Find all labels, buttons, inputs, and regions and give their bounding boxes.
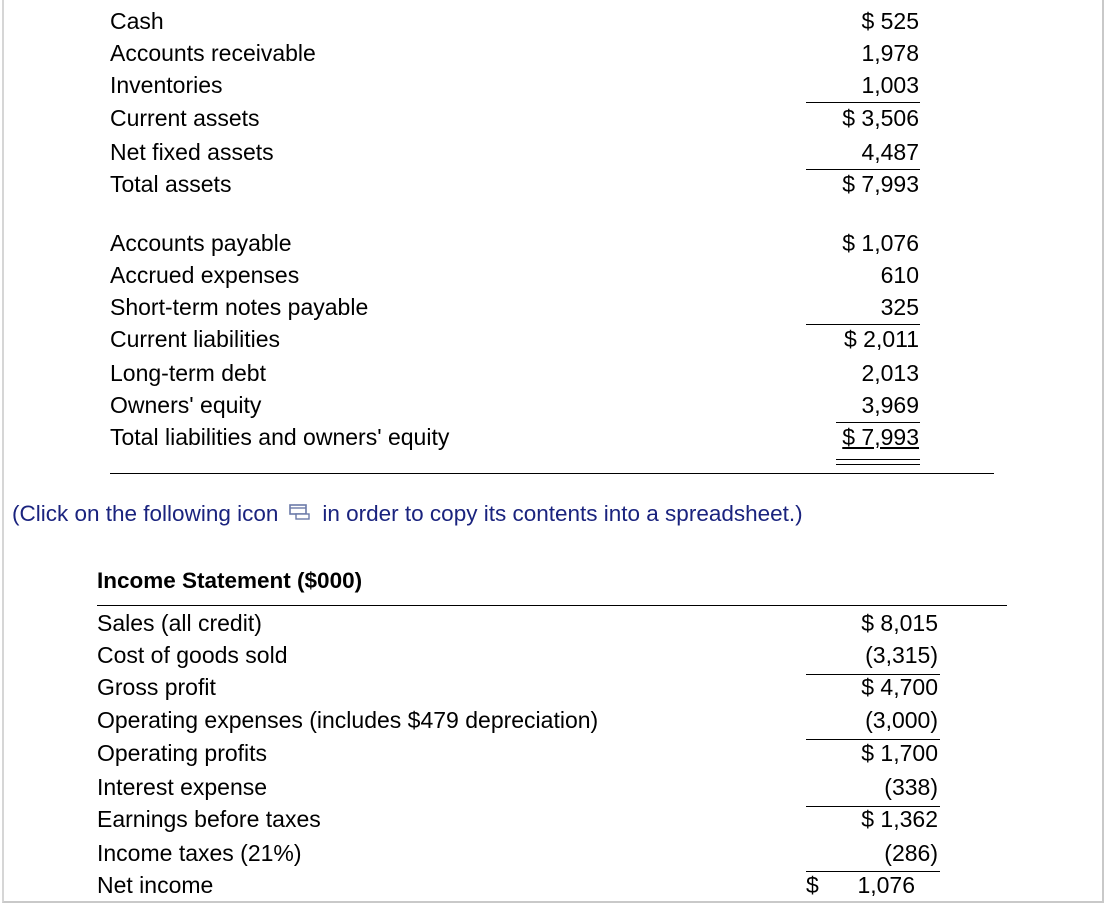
asset-label: Cash <box>110 8 164 34</box>
liability-label: Short-term notes payable <box>110 294 369 320</box>
asset-value: $ 525 <box>861 8 919 34</box>
income-row-currency: $ <box>806 872 819 898</box>
asset-value: 1,003 <box>861 72 919 98</box>
income-row-value: $ 1,700 <box>861 740 938 766</box>
income-row-value: 1,076 <box>857 872 915 898</box>
income-row-label: Sales (all credit) <box>97 610 262 636</box>
subtotal-rule <box>806 324 920 325</box>
subtotal-rule <box>806 169 920 170</box>
income-row-label: Operating expenses (includes $479 depreciation) <box>97 707 599 733</box>
liability-label: Current liabilities <box>110 326 281 352</box>
income-row-value: (3,315) <box>865 642 938 668</box>
income-row-label: Operating profits <box>97 740 268 766</box>
content-frame <box>2 0 1104 903</box>
income-row-value: (286) <box>884 840 938 866</box>
asset-label: Accounts receivable <box>110 40 316 66</box>
liability-label: Total liabilities and owners' equity <box>110 424 450 450</box>
income-row-label: Gross profit <box>97 674 216 700</box>
header-rule <box>97 605 1007 606</box>
subtotal-rule <box>806 102 920 103</box>
income-row-value: $ 1,362 <box>861 806 938 832</box>
asset-value: $ 7,993 <box>842 171 919 197</box>
income-row-label: Net income <box>97 872 214 898</box>
asset-label: Inventories <box>110 72 223 98</box>
subtotal-rule <box>836 422 920 423</box>
liability-label: Owners' equity <box>110 392 262 418</box>
income-row-value: (338) <box>884 774 938 800</box>
liability-value: 3,969 <box>861 392 919 418</box>
double-rule <box>836 459 920 460</box>
income-row-label: Cost of goods sold <box>97 642 288 668</box>
asset-value: 4,487 <box>861 139 919 165</box>
liability-value: 2,013 <box>861 360 919 386</box>
liability-value: $ 7,993 <box>842 424 919 450</box>
income-statement-title: Income Statement ($000) <box>97 568 363 593</box>
liability-label: Long-term debt <box>110 360 266 386</box>
liability-value: $ 1,076 <box>842 230 919 256</box>
asset-label: Net fixed assets <box>110 139 274 165</box>
liability-value: 325 <box>880 294 919 320</box>
income-row-value: $ 8,015 <box>861 610 938 636</box>
income-row-label: Interest expense <box>97 774 268 800</box>
income-row-label: Income taxes (21%) <box>97 840 302 866</box>
asset-label: Current assets <box>110 105 260 131</box>
double-rule <box>836 464 920 465</box>
asset-label: Total assets <box>110 171 232 197</box>
liability-value: 610 <box>880 262 919 288</box>
liability-label: Accrued expenses <box>110 262 300 288</box>
income-row-value: $ 4,700 <box>861 674 938 700</box>
liability-label: Accounts payable <box>110 230 292 256</box>
income-row-value: (3,000) <box>865 707 938 733</box>
copy-instruction-before: (Click on the following icon <box>12 500 279 526</box>
liability-value: $ 2,011 <box>843 326 919 352</box>
asset-value: 1,978 <box>861 40 919 66</box>
asset-value: $ 3,506 <box>842 105 919 131</box>
spreadsheet-copy-icon[interactable] <box>288 500 312 526</box>
section-divider <box>110 473 994 474</box>
copy-instruction <box>12 500 803 530</box>
copy-instruction-after: in order to copy its contents into a spreadsheet.) <box>322 500 803 526</box>
income-row-label: Earnings before taxes <box>97 806 321 832</box>
